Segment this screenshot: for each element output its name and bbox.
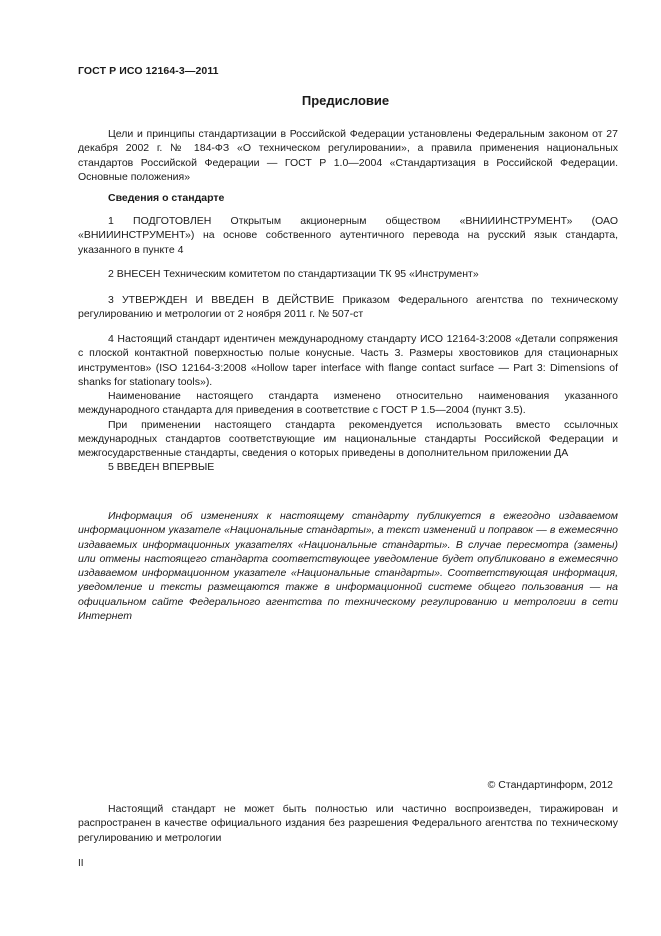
item-4-block — [78, 332, 618, 461]
item-2-block — [78, 267, 618, 281]
subheading-standard-info: Сведения о стандарте — [108, 192, 225, 204]
page-title-text: Предисловие — [301, 93, 390, 108]
item-5-paragraph: 5 ВВЕДЕН ВПЕРВЫЕ — [108, 461, 215, 473]
item-4-paragraph: 4 Настоящий стандарт идентичен международному стандарту ИСО 12164-3:2008 «Детали сопряжения с плоской контактной поверхностью полые конусные. Часть 3. Размеры хвостовиков для стационарных инструментов» (ISO 12164-3:2008 «Hollow taper interface with flange contact surface — Part 3: Dimensions of shanks for stationary tools»). — [78, 333, 618, 388]
item-4-extra-1: Наименование настоящего стандарта изменено относительно наименования указанного международного стандарта для приведения в соответствие с ГОСТ Р 1.5—2004 (пункт 3.5). — [78, 390, 618, 417]
footer-notice-block — [78, 802, 618, 845]
item-1-paragraph: 1 ПОДГОТОВЛЕН Открытым акционерным обществом «ВНИИИНСТРУМЕНТ» (ОАО «ВНИИИНСТРУМЕНТ») на основе собственного аутентичного перевода на русский язык стандарта, указанного в пункте 4 — [78, 215, 618, 256]
item-3-paragraph: 3 УТВЕРЖДЕН И ВВЕДЕН В ДЕЙСТВИЕ Приказом Федерального агентства по техническому регулированию и метрологии от 2 ноября 2011 г. № 507-ст — [78, 294, 618, 321]
page-title — [0, 93, 661, 108]
info-notice-block — [78, 509, 618, 623]
footer-notice: Настоящий стандарт не может быть полностью или частично воспроизведен, тиражирован и распространен в качестве официального издания без разрешения Федерального агентства по техническому регулированию и метрологии — [78, 803, 618, 844]
item-5-block — [78, 460, 618, 474]
item-4-extra-2: При применении настоящего стандарта рекомендуется использовать вместо ссылочных международных стандартов соответствующие им национальные стандарты Российской Федерации и межгосударственные стандарты, сведения о которых приведены в дополнительном приложении ДА — [78, 418, 618, 460]
item-3-block — [78, 293, 618, 322]
item-1-block — [78, 214, 618, 257]
page-number: II — [78, 858, 84, 869]
info-notice: Информация об изменениях к настоящему стандарту публикуется в ежегодно издаваемом информационном указателе «Национальные стандарты», а текст изменений и поправок — в ежемесячно издаваемых информационных указателях «Национальные стандарты». В случае пересмотра (замены) или отмены настоящего стандарта соответствующее уведомление будет опубликовано в ежемесячно издаваемом информационном указателе «Национальные стандарты». Соответствующая информация, уведомление и тексты размещаются также в информационной системе общего пользования — на официальном сайте Федерального агентства по техническому регулированию и метрологии в сети Интернет — [78, 510, 618, 623]
intro-paragraph: Цели и принципы стандартизации в Российской Федерации установлены Федеральным законом от 27 декабря 2002 г. № 184-ФЗ «О техническом регулировании», а правила применения национальных стандартов Российской Федерации — ГОСТ Р 1.0—2004 «Стандартизация в Российской Федерации. Основные положения» — [78, 128, 618, 183]
standard-code-header: ГОСТ Р ИСО 12164-3—2011 — [78, 65, 219, 77]
item-2-paragraph: 2 ВНЕСЕН Техническим комитетом по стандартизации ТК 95 «Инструмент» — [108, 268, 479, 280]
copyright-line: © Стандартинформ, 2012 — [487, 779, 613, 791]
intro-paragraph-block — [78, 127, 618, 184]
